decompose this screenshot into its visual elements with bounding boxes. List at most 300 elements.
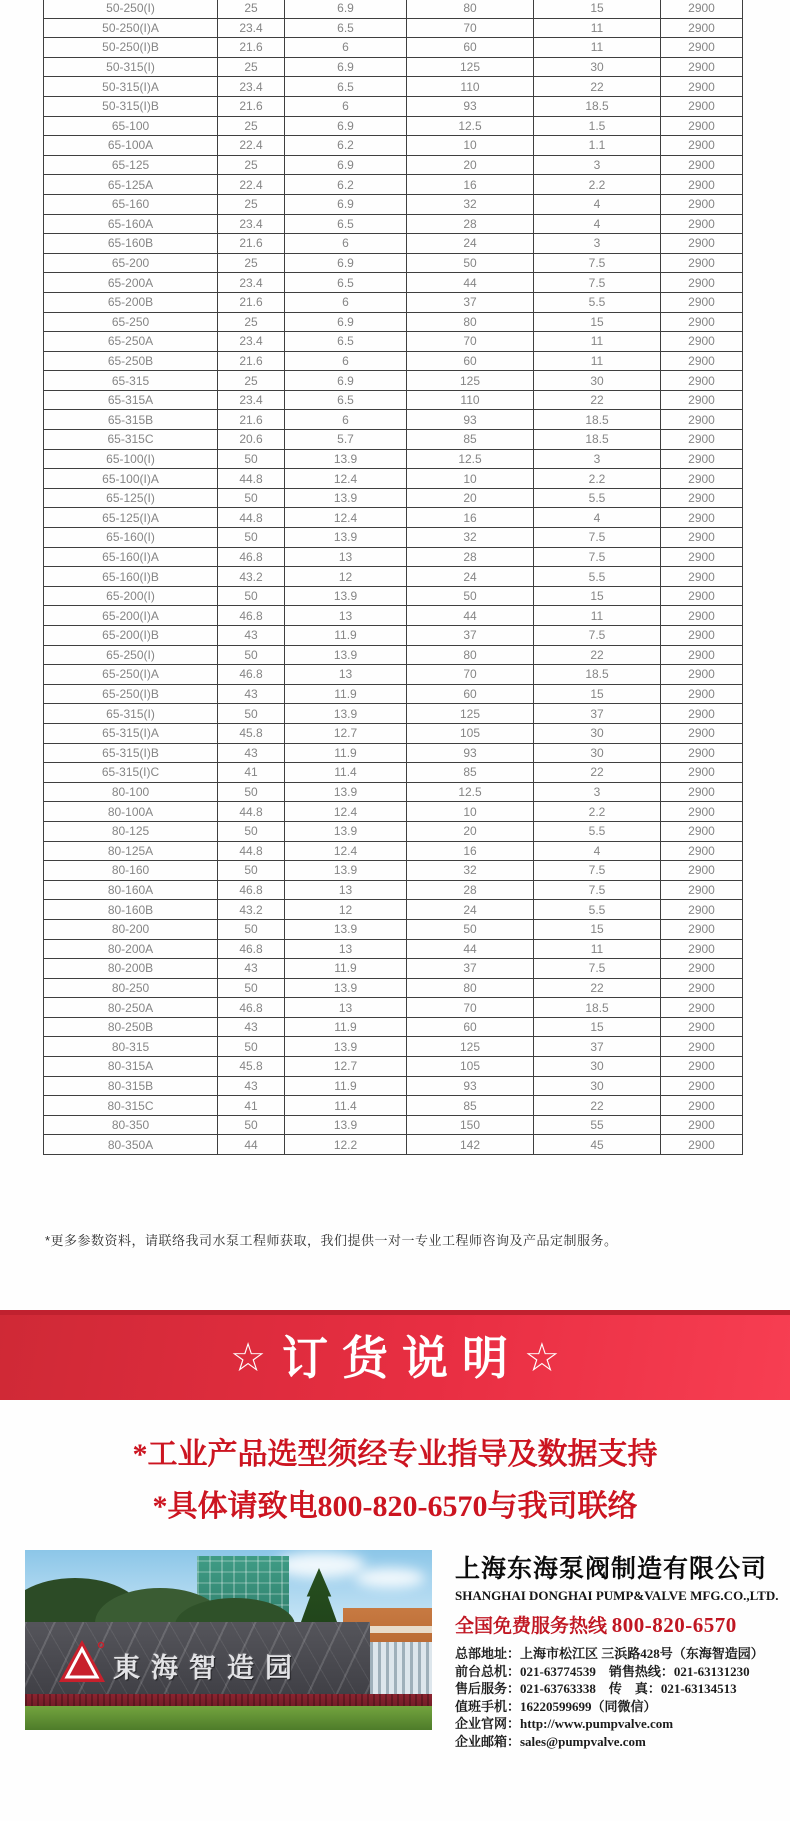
table-cell: 21.6 (218, 38, 285, 58)
table-cell: 23.4 (218, 332, 285, 352)
table-cell: 13.9 (285, 449, 407, 469)
hotline-label: 全国免费服务热线 (455, 1616, 608, 1637)
table-row (44, 214, 743, 234)
table-cell: 2900 (661, 57, 743, 77)
table-row (44, 626, 743, 646)
table-cell: 65-160B (44, 234, 218, 254)
table-cell: 44.8 (218, 841, 285, 861)
star-icon: ☆ (230, 1335, 266, 1380)
table-cell: 2900 (661, 410, 743, 430)
table-cell: 2900 (661, 116, 743, 136)
table-cell: 15 (534, 0, 661, 18)
table-cell: 50 (218, 704, 285, 724)
table-cell: 15 (534, 312, 661, 332)
table-cell: 21.6 (218, 410, 285, 430)
table-row (44, 116, 743, 136)
table-cell: 7.5 (534, 880, 661, 900)
table-cell: 2900 (661, 998, 743, 1018)
table-row (44, 1115, 743, 1135)
table-cell: 2900 (661, 18, 743, 38)
table-cell: 5.5 (534, 900, 661, 920)
table-cell: 18.5 (534, 96, 661, 116)
table-cell: 65-315A (44, 390, 218, 410)
table-cell: 50 (218, 1115, 285, 1135)
table-cell: 6.9 (285, 194, 407, 214)
table-cell: 2900 (661, 900, 743, 920)
table-row (44, 998, 743, 1018)
table-cell: 13.9 (285, 978, 407, 998)
table-cell: 65-160(I) (44, 528, 218, 548)
table-cell: 13 (285, 939, 407, 959)
table-row (44, 332, 743, 352)
table-row (44, 1135, 743, 1155)
table-cell: 44.8 (218, 469, 285, 489)
table-cell: 12.4 (285, 802, 407, 822)
table-row (44, 1037, 743, 1057)
donghai-triangle-logo-icon (59, 1640, 105, 1682)
table-cell: 80-200A (44, 939, 218, 959)
table-cell: 21.6 (218, 234, 285, 254)
table-cell: 80-350A (44, 1135, 218, 1155)
table-cell: 50 (407, 919, 534, 939)
table-row (44, 939, 743, 959)
company-detail-line: 前台总机：021-63774539 销售热线：021-63131230 (455, 1663, 750, 1679)
company-name-en: SHANGHAI DONGHAI PUMP&VALVE MFG.CO.,LTD. (455, 1588, 779, 1603)
table-cell: 12.5 (407, 782, 534, 802)
table-cell: 110 (407, 77, 534, 97)
table-cell: 25 (218, 371, 285, 391)
table-cell: 32 (407, 528, 534, 548)
table-cell: 2900 (661, 38, 743, 58)
table-cell: 65-125(I) (44, 488, 218, 508)
table-cell: 43.2 (218, 567, 285, 587)
table-cell: 23.4 (218, 390, 285, 410)
table-cell: 11.9 (285, 1017, 407, 1037)
table-row (44, 1017, 743, 1037)
table-cell: 21.6 (218, 351, 285, 371)
table-row (44, 861, 743, 881)
table-cell: 13.9 (285, 919, 407, 939)
table-cell: 80-100 (44, 782, 218, 802)
table-cell: 2900 (661, 919, 743, 939)
table-cell: 44.8 (218, 802, 285, 822)
table-cell: 2900 (661, 1076, 743, 1096)
table-cell: 41 (218, 763, 285, 783)
table-row (44, 234, 743, 254)
table-cell: 22 (534, 1096, 661, 1116)
table-cell: 110 (407, 390, 534, 410)
table-cell: 125 (407, 1037, 534, 1057)
table-cell: 80-250B (44, 1017, 218, 1037)
table-cell: 80-315B (44, 1076, 218, 1096)
table-cell: 2.2 (534, 469, 661, 489)
table-footnote: *更多参数资料，请联络我司水泵工程师获取，我们提供一对一专业工程师咨询及产品定制服务。 (45, 1233, 618, 1248)
table-cell: 21.6 (218, 96, 285, 116)
table-cell: 2900 (661, 684, 743, 704)
table-cell: 7.5 (534, 861, 661, 881)
table-cell: 65-200(I)A (44, 606, 218, 626)
table-cell: 65-200 (44, 253, 218, 273)
table-cell: 2900 (661, 292, 743, 312)
table-cell: 43 (218, 959, 285, 979)
table-row (44, 175, 743, 195)
table-cell: 65-250B (44, 351, 218, 371)
table-cell: 7.5 (534, 273, 661, 293)
hotline-number: 800-820-6570 (611, 1613, 737, 1637)
table-cell: 12.4 (285, 841, 407, 861)
table-cell: 65-250 (44, 312, 218, 332)
table-cell: 11.4 (285, 763, 407, 783)
table-cell: 2900 (661, 586, 743, 606)
spec-table-body (44, 0, 743, 1155)
table-cell: 10 (407, 469, 534, 489)
table-cell: 3 (534, 449, 661, 469)
company-info (455, 1549, 780, 1750)
table-cell: 2900 (661, 194, 743, 214)
table-cell: 80-160A (44, 880, 218, 900)
table-cell: 13.9 (285, 528, 407, 548)
table-cell: 30 (534, 743, 661, 763)
table-row (44, 194, 743, 214)
table-cell: 2900 (661, 606, 743, 626)
table-cell: 5.5 (534, 821, 661, 841)
cloud-shape (355, 1568, 425, 1588)
table-cell: 11.4 (285, 1096, 407, 1116)
table-cell: 6.2 (285, 175, 407, 195)
table-cell: 65-100(I)A (44, 469, 218, 489)
table-cell: 23.4 (218, 214, 285, 234)
table-cell: 2900 (661, 371, 743, 391)
table-cell: 32 (407, 861, 534, 881)
table-cell: 1.5 (534, 116, 661, 136)
table-cell: 13.9 (285, 1115, 407, 1135)
table-cell: 46.8 (218, 880, 285, 900)
table-cell: 7.5 (534, 528, 661, 548)
table-row (44, 1057, 743, 1077)
table-cell: 2900 (661, 626, 743, 646)
table-cell: 21.6 (218, 292, 285, 312)
table-row (44, 253, 743, 273)
table-cell: 45 (534, 1135, 661, 1155)
table-cell: 50 (218, 821, 285, 841)
table-cell: 65-315(I)B (44, 743, 218, 763)
table-cell: 2900 (661, 802, 743, 822)
table-cell: 16 (407, 175, 534, 195)
table-cell: 60 (407, 351, 534, 371)
table-cell: 28 (407, 880, 534, 900)
table-cell: 50 (218, 919, 285, 939)
table-cell: 25 (218, 57, 285, 77)
table-cell: 6.5 (285, 77, 407, 97)
table-cell: 5.5 (534, 567, 661, 587)
table-cell: 7.5 (534, 626, 661, 646)
table-cell: 4 (534, 508, 661, 528)
table-cell: 13.9 (285, 821, 407, 841)
table-cell: 24 (407, 900, 534, 920)
table-row (44, 802, 743, 822)
table-cell: 125 (407, 704, 534, 724)
star-icon: ☆ (524, 1335, 560, 1380)
table-cell: 80-200 (44, 919, 218, 939)
table-row (44, 547, 743, 567)
table-cell: 2900 (661, 978, 743, 998)
table-cell: 50-315(I) (44, 57, 218, 77)
table-cell: 65-125(I)A (44, 508, 218, 528)
table-cell: 65-200(I) (44, 586, 218, 606)
table-cell: 50 (218, 488, 285, 508)
table-cell: 11 (534, 606, 661, 626)
table-row (44, 292, 743, 312)
table-cell: 6 (285, 96, 407, 116)
table-cell: 2900 (661, 488, 743, 508)
table-cell: 22 (534, 978, 661, 998)
table-cell: 65-160 (44, 194, 218, 214)
table-cell: 2900 (661, 704, 743, 724)
table-row (44, 488, 743, 508)
table-cell: 25 (218, 253, 285, 273)
order-banner-title: 订货说明 (282, 1331, 522, 1384)
table-cell: 22.4 (218, 136, 285, 156)
table-cell: 30 (534, 1057, 661, 1077)
table-cell: 70 (407, 665, 534, 685)
table-cell: 7.5 (534, 547, 661, 567)
table-row (44, 665, 743, 685)
table-cell: 25 (218, 194, 285, 214)
table-cell: 65-250(I)B (44, 684, 218, 704)
table-cell: 43 (218, 626, 285, 646)
table-cell: 50-250(I)A (44, 18, 218, 38)
table-cell: 15 (534, 1017, 661, 1037)
table-cell: 13.9 (285, 704, 407, 724)
table-cell: 2900 (661, 96, 743, 116)
table-cell: 2900 (661, 351, 743, 371)
table-cell: 55 (534, 1115, 661, 1135)
table-cell: 93 (407, 410, 534, 430)
table-cell: 46.8 (218, 665, 285, 685)
table-cell: 80 (407, 978, 534, 998)
table-cell: 12.4 (285, 469, 407, 489)
company-detail-line: 企业邮箱：sales@pumpvalve.com (455, 1733, 646, 1749)
table-cell: 13.9 (285, 782, 407, 802)
table-cell: 105 (407, 1057, 534, 1077)
table-cell: 32 (407, 194, 534, 214)
service-hotline (455, 1611, 780, 1638)
table-cell: 50 (218, 782, 285, 802)
table-cell: 65-315(I) (44, 704, 218, 724)
company-detail-line: 售后服务：021-63763338 传 真：021-63134513 (455, 1681, 737, 1696)
table-cell: 45.8 (218, 723, 285, 743)
table-cell: 12.2 (285, 1135, 407, 1155)
table-cell: 2900 (661, 1037, 743, 1057)
table-cell: 23.4 (218, 273, 285, 293)
table-cell: 60 (407, 684, 534, 704)
table-cell: 65-315 (44, 371, 218, 391)
table-cell: 65-200(I)B (44, 626, 218, 646)
table-cell: 7.5 (534, 253, 661, 273)
table-cell: 2900 (661, 821, 743, 841)
table-cell: 2900 (661, 312, 743, 332)
table-cell: 2900 (661, 567, 743, 587)
table-cell: 80-315 (44, 1037, 218, 1057)
table-cell: 142 (407, 1135, 534, 1155)
table-cell: 43.2 (218, 900, 285, 920)
table-row (44, 449, 743, 469)
table-cell: 6 (285, 38, 407, 58)
table-row (44, 959, 743, 979)
table-cell: 80-315C (44, 1096, 218, 1116)
table-cell: 2900 (661, 645, 743, 665)
table-cell: 50-250(I) (44, 0, 218, 18)
table-cell: 4 (534, 194, 661, 214)
table-cell: 65-100(I) (44, 449, 218, 469)
table-cell: 2900 (661, 430, 743, 450)
pump-spec-table (43, 0, 743, 1155)
table-cell: 20.6 (218, 430, 285, 450)
table-cell: 11 (534, 18, 661, 38)
table-cell: 2900 (661, 939, 743, 959)
table-cell: 12 (285, 567, 407, 587)
table-row (44, 586, 743, 606)
table-cell: 3 (534, 782, 661, 802)
table-row (44, 880, 743, 900)
table-cell: 2900 (661, 234, 743, 254)
table-cell: 2900 (661, 136, 743, 156)
table-cell: 43 (218, 1017, 285, 1037)
table-cell: 11 (534, 332, 661, 352)
table-cell: 6.9 (285, 371, 407, 391)
table-cell: 20 (407, 488, 534, 508)
table-cell: 85 (407, 763, 534, 783)
table-row (44, 273, 743, 293)
table-cell: 2900 (661, 861, 743, 881)
table-cell: 44 (407, 606, 534, 626)
table-cell: 65-315C (44, 430, 218, 450)
table-row (44, 1076, 743, 1096)
table-cell: 50 (407, 586, 534, 606)
table-cell: 6 (285, 351, 407, 371)
table-cell: 12.7 (285, 1057, 407, 1077)
table-row (44, 743, 743, 763)
table-cell: 80-250 (44, 978, 218, 998)
table-cell: 13 (285, 547, 407, 567)
table-cell: 2900 (661, 1017, 743, 1037)
table-cell: 85 (407, 430, 534, 450)
table-cell: 13 (285, 665, 407, 685)
table-cell: 2900 (661, 253, 743, 273)
table-row (44, 919, 743, 939)
table-cell: 11 (534, 38, 661, 58)
table-cell: 50 (218, 528, 285, 548)
table-cell: 46.8 (218, 606, 285, 626)
table-row (44, 96, 743, 116)
table-cell: 11.9 (285, 1076, 407, 1096)
table-cell: 46.8 (218, 998, 285, 1018)
table-cell: 43 (218, 743, 285, 763)
table-cell: 65-315(I)A (44, 723, 218, 743)
table-cell: 65-200A (44, 273, 218, 293)
table-cell: 93 (407, 743, 534, 763)
table-cell: 50 (407, 253, 534, 273)
table-cell: 2900 (661, 449, 743, 469)
table-cell: 6.5 (285, 214, 407, 234)
table-cell: 60 (407, 38, 534, 58)
table-cell: 2900 (661, 0, 743, 18)
table-cell: 6 (285, 234, 407, 254)
table-row (44, 57, 743, 77)
table-cell: 13.9 (285, 488, 407, 508)
table-cell: 65-125A (44, 175, 218, 195)
table-cell: 25 (218, 0, 285, 18)
table-cell: 93 (407, 96, 534, 116)
table-row (44, 469, 743, 489)
table-cell: 65-160(I)B (44, 567, 218, 587)
table-cell: 2900 (661, 1057, 743, 1077)
table-cell: 10 (407, 136, 534, 156)
company-details (455, 1645, 780, 1750)
table-cell: 65-200B (44, 292, 218, 312)
table-cell: 6.9 (285, 116, 407, 136)
table-cell: 2900 (661, 1096, 743, 1116)
table-row (44, 528, 743, 548)
table-cell: 80-125A (44, 841, 218, 861)
table-row (44, 410, 743, 430)
table-cell: 6.5 (285, 273, 407, 293)
table-cell: 18.5 (534, 410, 661, 430)
table-cell: 80-125 (44, 821, 218, 841)
table-cell: 30 (534, 371, 661, 391)
table-cell: 5.7 (285, 430, 407, 450)
table-cell: 20 (407, 155, 534, 175)
table-cell: 2900 (661, 723, 743, 743)
table-cell: 125 (407, 57, 534, 77)
table-cell: 12.5 (407, 449, 534, 469)
table-cell: 28 (407, 214, 534, 234)
table-cell: 85 (407, 1096, 534, 1116)
table-cell: 44 (218, 1135, 285, 1155)
table-row (44, 900, 743, 920)
table-row (44, 77, 743, 97)
table-cell: 2900 (661, 528, 743, 548)
table-cell: 4 (534, 214, 661, 234)
table-cell: 4 (534, 841, 661, 861)
table-row (44, 723, 743, 743)
table-cell: 22 (534, 390, 661, 410)
table-cell: 80-200B (44, 959, 218, 979)
table-cell: 18.5 (534, 430, 661, 450)
table-row (44, 841, 743, 861)
table-row (44, 390, 743, 410)
table-cell: 46.8 (218, 547, 285, 567)
table-cell: 11.9 (285, 626, 407, 646)
table-cell: 13 (285, 998, 407, 1018)
table-cell: 2900 (661, 782, 743, 802)
table-cell: 11 (534, 939, 661, 959)
table-cell: 43 (218, 684, 285, 704)
table-cell: 12 (285, 900, 407, 920)
table-cell: 25 (218, 312, 285, 332)
table-cell: 80 (407, 645, 534, 665)
table-cell: 65-315(I)C (44, 763, 218, 783)
table-cell: 65-315B (44, 410, 218, 430)
table-cell: 70 (407, 332, 534, 352)
table-cell: 6.5 (285, 332, 407, 352)
table-cell: 23.4 (218, 77, 285, 97)
table-row (44, 684, 743, 704)
table-cell: 2900 (661, 743, 743, 763)
table-cell: 2900 (661, 508, 743, 528)
table-cell: 65-250(I)A (44, 665, 218, 685)
table-cell: 50 (218, 978, 285, 998)
